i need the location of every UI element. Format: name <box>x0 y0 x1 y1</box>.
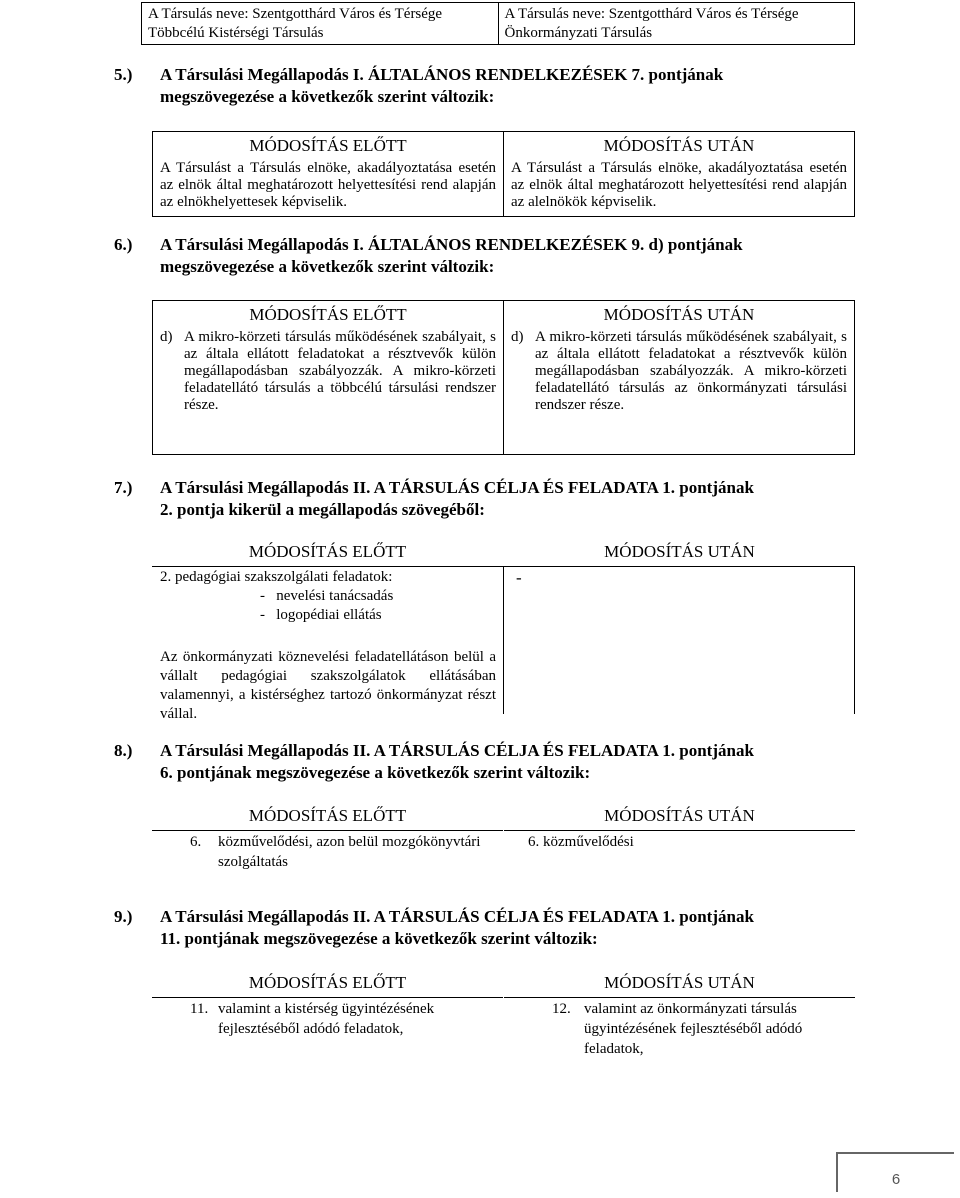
after-heading: MÓDOSÍTÁS UTÁN <box>504 132 855 158</box>
header-right: A Társulás neve: Szentgotthárd Város és Térsége Önkormányzati Társulás <box>498 3 855 45</box>
section-6-table <box>152 300 855 455</box>
section-8-title: 8.) A Társulási Megállapodás II. A TÁRSULÁS CÉLJA ÉS FELADATA 1. pontjának 6. pontjának megszövegezése a következők szerint változik: <box>114 741 754 782</box>
header-left: A Társulás neve: Szentgotthárd Város és Térsége Többcélú Kistérségi Társulás <box>142 3 499 45</box>
after-heading: MÓDOSÍTÁS UTÁN <box>604 542 755 561</box>
after-heading: MÓDOSÍTÁS UTÁN <box>504 301 855 327</box>
section-5-before: A Társulást a Társulás elnöke, akadályoztatása esetén az elnök által meghatározott helyettesítési rend alapján az elnökhelyettesek képviselik. <box>153 157 504 217</box>
divider <box>504 997 855 998</box>
section-9-table <box>152 973 855 1063</box>
column-divider <box>503 566 504 714</box>
section-6-title: 6.) A Társulási Megállapodás I. ÁLTALÁNOS RENDELKEZÉSEK 9. d) pontjának megszövegezése a következők szerint változik: <box>114 235 743 276</box>
divider <box>152 566 503 567</box>
column-divider <box>854 566 855 714</box>
section-8-after: 6. közművelődési <box>528 834 634 850</box>
document-header <box>141 2 855 45</box>
before-heading: MÓDOSÍTÁS ELŐTT <box>153 301 504 327</box>
divider <box>152 997 503 998</box>
section-7-after: - <box>516 568 522 587</box>
page-number: 6 <box>836 1152 954 1192</box>
divider <box>504 566 855 567</box>
before-heading: MÓDOSÍTÁS ELŐTT <box>248 542 407 561</box>
before-heading: MÓDOSÍTÁS ELŐTT <box>153 132 504 158</box>
section-9-after: 12. valamint az önkormányzati társulás ügyintézésének fejlesztéséből adódó feladatok, <box>552 1001 803 1057</box>
list-item: - nevelési tanácsadás <box>260 588 394 604</box>
after-heading: MÓDOSÍTÁS UTÁN <box>604 806 755 825</box>
section-8-table <box>152 806 855 876</box>
before-heading: MÓDOSÍTÁS ELŐTT <box>248 973 407 992</box>
divider <box>504 830 855 831</box>
section-9-before: 11. valamint a kistérség ügyintézésének fejlesztéséből adódó feladatok, <box>190 1001 435 1037</box>
section-5-table <box>152 131 855 217</box>
section-6-before: d) A mikro-körzeti társulás működésének szabályait, s az általa ellátott feladatokat a résztvevők külön megállapodásban szabályozzák. A mikro-körzeti feladatellátó társulás a többcélú társulási rendszer része. <box>153 326 504 455</box>
section-9-title: 9.) A Társulási Megállapodás II. A TÁRSULÁS CÉLJA ÉS FELADATA 1. pontjának 11. pontjának megszövegezése a következők szerint változik: <box>114 907 754 948</box>
section-5-title: 5.) A Társulási Megállapodás I. ÁLTALÁNOS RENDELKEZÉSEK 7. pontjának megszövegezése a következők szerint változik: <box>114 65 724 106</box>
list-item: - logopédiai ellátás <box>260 607 382 623</box>
section-5-after: A Társulást a Társulás elnöke, akadályoztatása esetén az elnök által meghatározott helyettesítési rend alapján az alelnökök képviselik. <box>504 157 855 217</box>
section-7-table <box>152 542 855 722</box>
section-7-title: 7.) A Társulási Megállapodás II. A TÁRSULÁS CÉLJA ÉS FELADATA 1. pontjának 2. pontja kikerül a megállapodás szövegéből: <box>114 478 754 519</box>
after-heading: MÓDOSÍTÁS UTÁN <box>604 973 755 992</box>
section-7-before: 2. pedagógiai szakszolgálati feladatok: - nevelési tanácsadás - logopédiai ellátás Az önkormányzati köznevelési feladatellátáson belül a vállalt pedagógiai szakszolgálatok ellátásában valamennyi, a kistérséghez tartozó önkormányzat részt vállal. <box>160 569 496 722</box>
section-8-before: 6. közművelődési, azon belül mozgókönyvtári szolgáltatás <box>190 834 481 870</box>
before-heading: MÓDOSÍTÁS ELŐTT <box>248 806 407 825</box>
divider <box>152 830 503 831</box>
section-6-after: d) A mikro-körzeti társulás működésének szabályait, s az általa ellátott feladatokat a résztvevők külön megállapodásban szabályozzák. A mikro-körzeti feladatellátó társulás az önkormányzati társulási rendszer része. <box>504 326 855 455</box>
